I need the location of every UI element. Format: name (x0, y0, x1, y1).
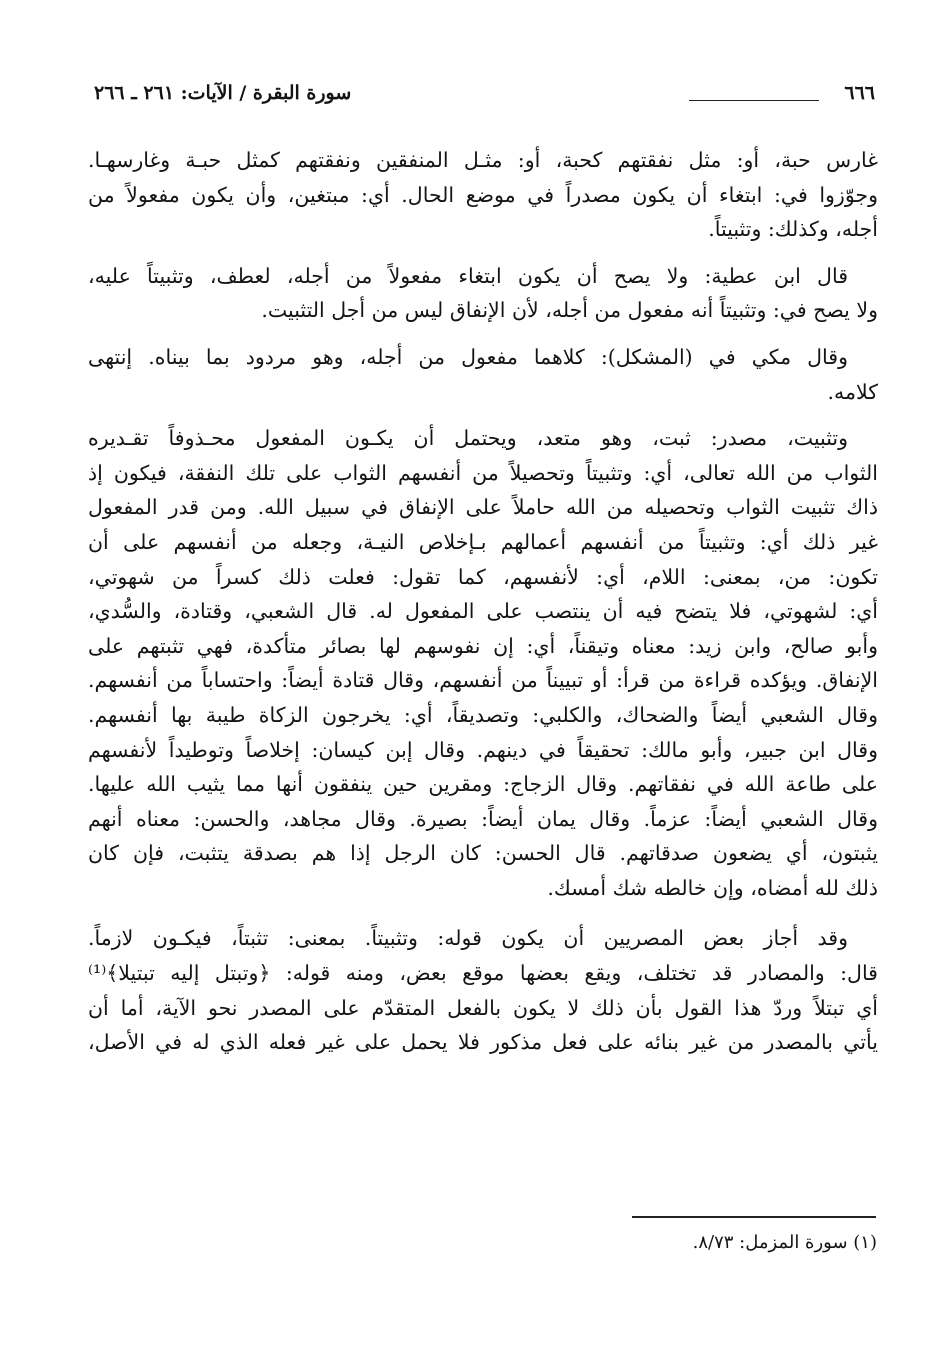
text-line: على طاعة الله في نفقاتهم. وقال الزجاج: ومقرين حين ينفقون أنها مما يثيب الله عليها. (88, 772, 878, 797)
text-line: أي: لشهوتي، فلا يتضح فيه أن ينتصب على المفعول له. قال الشعبي، وقتادة، والسُّدي، (88, 599, 878, 624)
page-header (92, 78, 877, 112)
text-line: أي تبتلاً وردّ هذا القول بأن ذلك لا يكون بالفعل المتقدّم على المصدر نحو الآية، أما أن (88, 995, 878, 1020)
text-line: وأبو صالح، وابن زيد: معناه وتيقناً، أي: إن نفوسهم لها بصائر متأكدة، فهي تثبتهم على (88, 633, 878, 658)
paragraph (88, 421, 878, 905)
text-line: وقال مكي في (المشكل): كلاهما مفعول من أجله، وهو مردود بما بيناه. إنتهى (88, 344, 848, 369)
running-title: سورة البقرة / الآيات: ٢٦١ ـ ٢٦٦ (94, 82, 352, 104)
text-line: تكون: من، بمعنى: اللام، أي: لأنفسهم، كما تقول: فعلت ذلك كسراً من شهوتي، (88, 564, 878, 589)
text-line: غير ذلك أي: وتثبيتاً من أنفسهم أعمالهم بـإخلاص النيـة، وجعله من أنفسهم على أن (88, 529, 878, 554)
paragraph (88, 921, 878, 1059)
footnote-rule (632, 1216, 876, 1218)
text-line: وتثبيت، مصدر: ثبت، وهو متعد، ويحتمل أن يكـون المفعول محـذوفاً تقـديره (88, 426, 848, 451)
text-line: وقد أجاز بعض المصريين أن يكون قوله: وتثبيتاً. بمعنى: تثبتاً، فيكـون لازماً. (88, 926, 848, 951)
text-line: ذاك تثبيت الثواب وتحصيله من الله حاملاً على الإنفاق في سبيل الله. ومن قدر المفعول (88, 495, 878, 520)
paragraph (88, 259, 878, 328)
text-line: الإنفاق. ويؤكده قراءة من قرأ: أو تبييناً من أنفسهم، وقال قتادة أيضاً: واحتساباً من أنفسهم. (88, 668, 878, 693)
text-line: وقال ابن جبير، وأبو مالك: تحقيقاً في دينهم. وقال إبن كيسان: إخلاصاً وتوطيداً لأنفسهم (88, 737, 878, 762)
text-line: يأتي بالمصدر من غير بنائه على فعل مذكور فلا يحمل على غير فعله الذي له في الأصل، (88, 1030, 878, 1055)
text-line: يثبتون، أي يضعون صدقاتهم. قال الحسن: كان الرجل إذا هم بصدقة يتثبت، فإن كان (88, 841, 878, 866)
text-line: ولا يصح في: وتثبيتاً أنه مفعول من أجله، لأن الإنفاق ليس من أجل التثبيت. (261, 298, 878, 323)
text-line: غارس حبة، أو: مثل نفقتهم كحبة، أو: مثـل المنفقين ونفقتهم كمثل حبـة وغارسهـا. (88, 148, 878, 172)
paragraph (88, 340, 878, 409)
text-line: قال ابن عطية: ولا يصح أن يكون ابتغاء مفعولاً من أجله، لعطف، وتثبيتاً عليه، (88, 263, 848, 288)
footnote: (١) سورة المزمل: ٨/٧٣. (692, 1232, 877, 1253)
text-line: وقال الشعبي أيضاً: عزماً. وقال يمان أيضاً: بصيرة. وقال مجاهد، والحسن: معناه أنهم (88, 806, 878, 831)
paragraph (88, 143, 878, 247)
text-line: ذلك لله أمضاه، وإن خالطه شك أمسك. (547, 875, 878, 900)
text-line: كلامه. (827, 379, 878, 404)
text-line: وقال الشعبي أيضاً والضحاك، والكلبي: وتصديقاً، أي: يخرجون الزكاة طيبة بها أنفسهم. (88, 702, 878, 727)
text-line: أجله، وكذلك: وتثبيتاً. (708, 217, 878, 242)
text-line: وجوّزوا في: ابتغاء أن يكون مصدراً في موضع الحال. أي: مبتغين، وأن يكون مفعولاً من (88, 182, 878, 207)
header-rule (689, 100, 819, 101)
text-line: قال: والمصادر قد تختلف، ويقع بعضها موقع بعض، ومنه قوله: ﴿وتبتل إليه تبتيلا﴾⁽¹⁾ (88, 961, 878, 986)
body-text (88, 143, 878, 1060)
text-line: الثواب من الله تعالى، أي: وتثبيتاً وتحصيلاً من أنفسهم الثواب على تلك النفقة، فيكون إذ (88, 460, 878, 485)
page-number: ٦٦٦ (844, 82, 875, 104)
